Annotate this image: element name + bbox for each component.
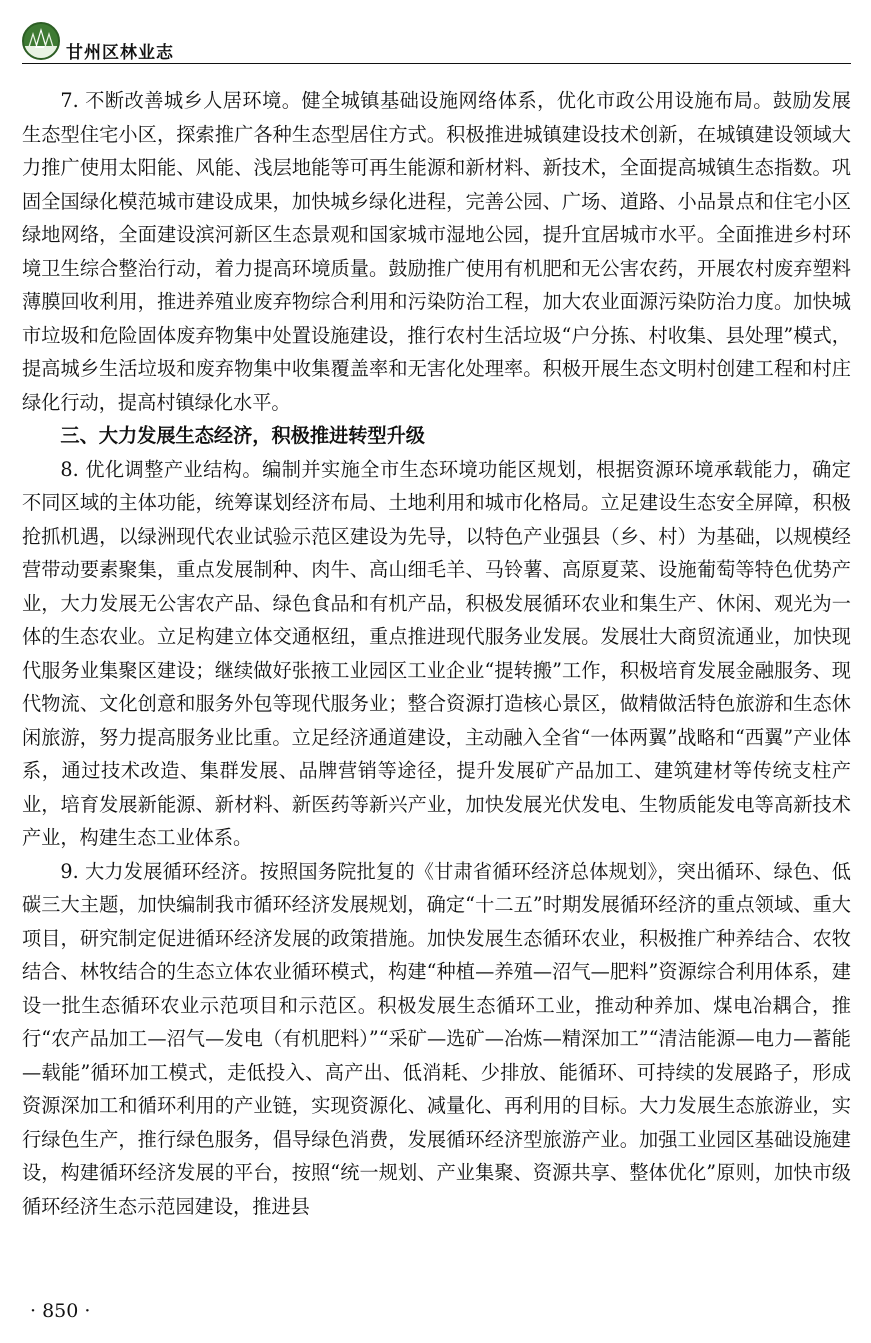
paragraph-9: 9. 大力发展循环经济。按照国务院批复的《甘肃省循环经济总体规划》，突出循环、绿色、低碳三大主题，加快编制我市循环经济发展规划，确定“十二五”时期发展循环经济的重点领域、重大项目，研究制定促进循环经济发展的政策措施。加快发展生态循环农业，积极推广种养结合、农牧结合、林牧结合的生态立体农业循环模式，构建“种植—养殖—沼气—肥料”资源综合利用体系，建设一批生态循环农业示范项目和示范区。积极发展生态循环工业，推动种养加、煤电冶耦合，推行“农产品加工—沼气—发电（有机肥料）”“采矿—选矿—冶炼—精深加工”“清洁能源—电力—蓄能—载能”循环加工模式，走低投入、高产出、低消耗、少排放、能循环、可持续的发展路子，形成资源深加工和循环利用的产业链，实现资源化、减量化、再利用的目标。大力发展生态旅游业，实行绿色生产，推行绿色服务，倡导绿色消费，发展循环经济型旅游产业。加强工业园区基础设施建设，构建循环经济发展的平台，按照“统一规划、产业集聚、资源共享、整体优化”原则，加快市级循环经济生态示范园建设，推进县 bbox=[22, 859, 851, 1218]
paragraph-8: 8. 优化调整产业结构。编制并实施全市生态环境功能区规划，根据资源环境承载能力，确定不同区域的主体功能，统筹谋划经济布局、土地利用和城市化格局。立足建设生态安全屏障，积极抢抓机遇，以绿洲现代农业试验示范区建设为先导，以特色产业强县（乡、村）为基础，以规模经营带动要素聚集，重点发展制种、肉牛、高山细毛羊、马铃薯、高原夏菜、设施葡萄等特色优势产业，大力发展无公害农产品、绿色食品和有机产品，积极发展循环农业和集生产、休闲、观光为一体的生态农业。立足构建立体交通枢纽，重点推进现代服务业发展。发展壮大商贸流通业，加快现代服务业集聚区建设；继续做好张掖工业园区工业企业“提转搬”工作，积极培育发展金融服务、现代物流、文化创意和服务外包等现代服务业；整合资源打造核心景区，做精做活特色旅游和生态休闲旅游，努力提高服务业比重。立足经济通道建设，主动融入全省“一体两翼”战略和“西翼”产业体系，通过技术改造、集群发展、品牌营销等途径，提升发展矿产品加工、建筑建材等传统支柱产业，培育发展新能源、新材料、新医药等新兴产业，加快发展光伏发电、生物质能发电等高新技术产业，构建生态工业体系。 bbox=[22, 457, 851, 849]
page-header bbox=[22, 22, 851, 64]
page-number: · 850 · bbox=[30, 1300, 91, 1322]
section-heading: 三、大力发展生态经济，积极推进转型升级 bbox=[60, 424, 425, 447]
forest-logo-icon bbox=[22, 22, 60, 60]
body-text bbox=[22, 84, 851, 1223]
header-divider bbox=[22, 63, 851, 64]
book-title: 甘州区林业志 bbox=[66, 43, 174, 63]
paragraph-7: 7. 不断改善城乡人居环境。健全城镇基础设施网络体系，优化市政公用设施布局。鼓励发展生态型住宅小区，探索推广各种生态型居住方式。积极推进城镇建设技术创新，在城镇建设领域大力推广使用太阳能、风能、浅层地能等可再生能源和新材料、新技术，全面提高城镇生态指数。巩固全国绿化模范城市建设成果，加快城乡绿化进程，完善公园、广场、道路、小品景点和住宅小区绿地网络，全面建设滨河新区生态景观和国家城市湿地公园，提升宜居城市水平。全面推进乡村环境卫生综合整治行动，着力提高环境质量。鼓励推广使用有机肥和无公害农药，开展农村废弃塑料薄膜回收利用，推进养殖业废弃物综合利用和污染防治工程，加大农业面源污染防治力度。加快城市垃圾和危险固体废弃物集中处置设施建设，推行农村生活垃圾“户分拣、村收集、县处理”模式，提高城乡生活垃圾和废弃物集中收集覆盖率和无害化处理率。积极开展生态文明村创建工程和村庄绿化行动，提高村镇绿化水平。 bbox=[22, 89, 851, 414]
